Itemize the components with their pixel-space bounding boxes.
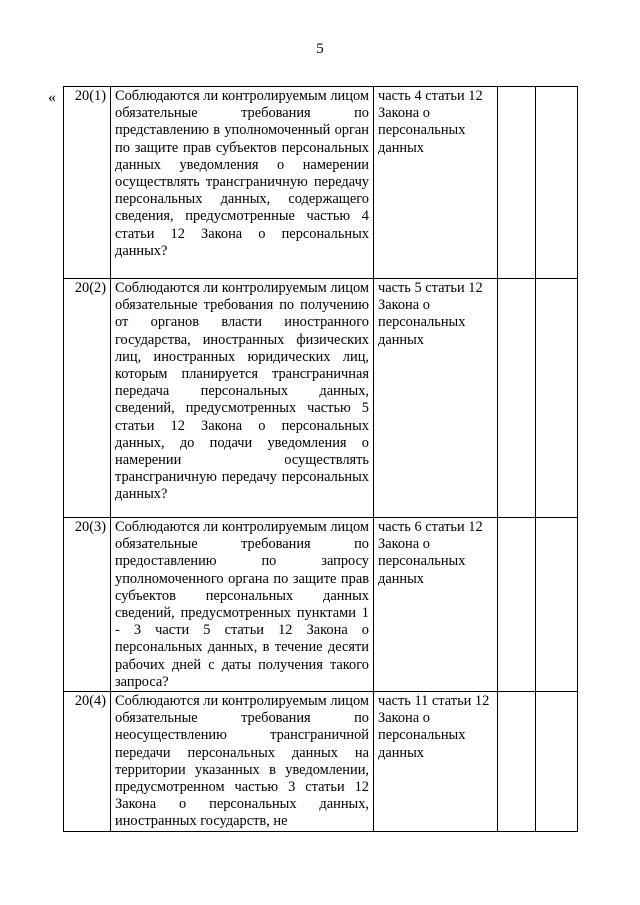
row-number: 20(2) — [64, 279, 111, 518]
page-number: 5 — [316, 41, 324, 57]
empty-answer-cell — [498, 692, 536, 832]
row-number: 20(4) — [64, 692, 111, 832]
table-row — [64, 518, 578, 692]
empty-answer-cell — [498, 279, 536, 518]
empty-notes-cell — [536, 692, 578, 832]
empty-notes-cell — [536, 518, 578, 692]
question-text: Соблюдаются ли контролируемым лицом обязательные требования по представлению в уполномоченный орган по защите прав субъектов персональных данных уведомления о намерении осуществлять трансграничную передачу персональных данных, содержащего сведения, предусмотренные частью 4 статьи 12 Закона о персональных данных? — [111, 87, 374, 279]
empty-answer-cell — [498, 518, 536, 692]
empty-answer-cell — [498, 87, 536, 279]
table-row — [64, 279, 578, 518]
row-number: 20(3) — [64, 518, 111, 692]
opening-quote-mark: « — [48, 89, 56, 106]
empty-notes-cell — [536, 279, 578, 518]
table-row — [64, 692, 578, 832]
question-text: Соблюдаются ли контролируемым лицом обязательные требования по неосуществлению трансграничной передачи персональных данных на территории указанных в уведомлении, предусмотренном частью 3 статьи 12 Закона о персональных данных, иностранных государств, не — [111, 692, 374, 832]
row-number: 20(1) — [64, 87, 111, 279]
question-text: Соблюдаются ли контролируемым лицом обязательные требования по предоставлению по запросу уполномоченного органа по защите прав субъектов персональных данных сведений, предусмотренных пунктами 1 - 3 части 5 статьи 12 Закона о персональных данных, в течение десяти рабочих дней с даты получения такого запроса? — [111, 518, 374, 692]
question-text: Соблюдаются ли контролируемым лицом обязательные требования по получению от органов власти иностранного государства, иностранных физических лиц, иностранных юридических лиц, которым планируется трансграничная передача персональных данных, сведений, предусмотренных частью 5 статьи 12 Закона о персональных данных, до подачи уведомления о намерении осуществлять трансграничную передачу персональных данных? — [111, 279, 374, 518]
requirements-table — [63, 86, 578, 832]
legal-reference: часть 11 статьи 12 Закона о персональных данных — [374, 692, 498, 832]
legal-reference: часть 4 статьи 12 Закона о персональных данных — [374, 87, 498, 279]
table-row — [64, 87, 578, 279]
empty-notes-cell — [536, 87, 578, 279]
legal-reference: часть 6 статьи 12 Закона о персональных данных — [374, 518, 498, 692]
legal-reference: часть 5 статьи 12 Закона о персональных данных — [374, 279, 498, 518]
